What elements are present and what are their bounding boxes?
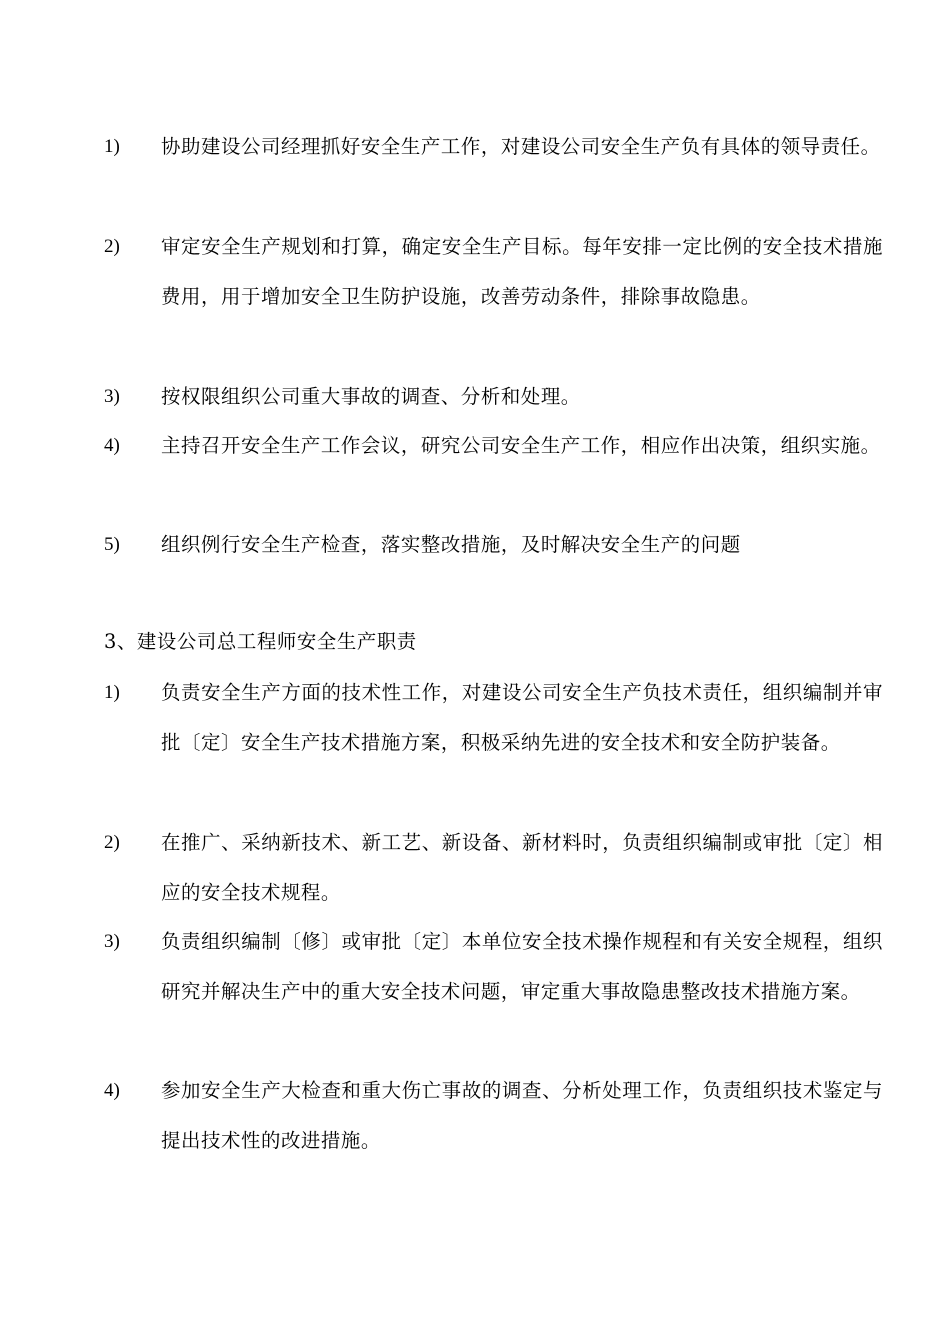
list-item <box>104 122 884 172</box>
list-item <box>104 1066 884 1166</box>
list-item <box>104 520 884 570</box>
item-number: 5) <box>104 534 120 555</box>
list-item <box>104 222 884 322</box>
item-number: 3) <box>104 931 120 952</box>
item-number: 1) <box>104 136 120 157</box>
list-item <box>104 818 884 918</box>
item-number: 2) <box>104 236 120 257</box>
item-text: 审定安全生产规划和打算，确定安全生产目标。每年安排一定比例的安全技术措施费用，用于增加安全卫生防护设施，改善劳动条件，排除事故隐患。 <box>161 235 883 308</box>
item-number: 1) <box>104 682 120 703</box>
item-text: 按权限组织公司重大事故的调查、分析和处理。 <box>161 385 581 408</box>
item-text: 负责安全生产方面的技术性工作，对建设公司安全生产负技术责任，组织编制并审批〔定〕安全生产技术措施方案，积极采纳先进的安全技术和安全防护装备。 <box>161 681 883 754</box>
item-text: 在推广、采纳新技术、新工艺、新设备、新材料时，负责组织编制或审批〔定〕相应的安全技术规程。 <box>161 831 883 904</box>
list-item <box>104 917 884 1017</box>
list-item <box>104 421 884 471</box>
item-text: 参加安全生产大检查和重大伤亡事故的调查、分析处理工作，负责组织技术鉴定与提出技术性的改进措施。 <box>161 1079 883 1152</box>
item-text: 组织例行安全生产检查，落实整改措施，及时解决安全生产的问题 <box>161 533 741 556</box>
list-item <box>104 668 884 768</box>
item-number: 3) <box>104 386 120 407</box>
item-number: 2) <box>104 832 120 853</box>
item-number: 4) <box>104 1080 120 1101</box>
item-number: 4) <box>104 435 120 456</box>
list-item <box>104 372 884 422</box>
item-text: 负责组织编制〔修〕或审批〔定〕本单位安全技术操作规程和有关安全规程，组织研究并解决生产中的重大安全技术问题，审定重大事故隐患整改技术措施方案。 <box>161 930 883 1003</box>
item-text: 主持召开安全生产工作会议，研究公司安全生产工作，相应作出决策，组织实施。 <box>161 434 881 457</box>
section-heading: 3、建设公司总工程师安全生产职责 <box>104 630 417 653</box>
item-text: 协助建设公司经理抓好安全生产工作，对建设公司安全生产负有具体的领导责任。 <box>161 135 881 158</box>
